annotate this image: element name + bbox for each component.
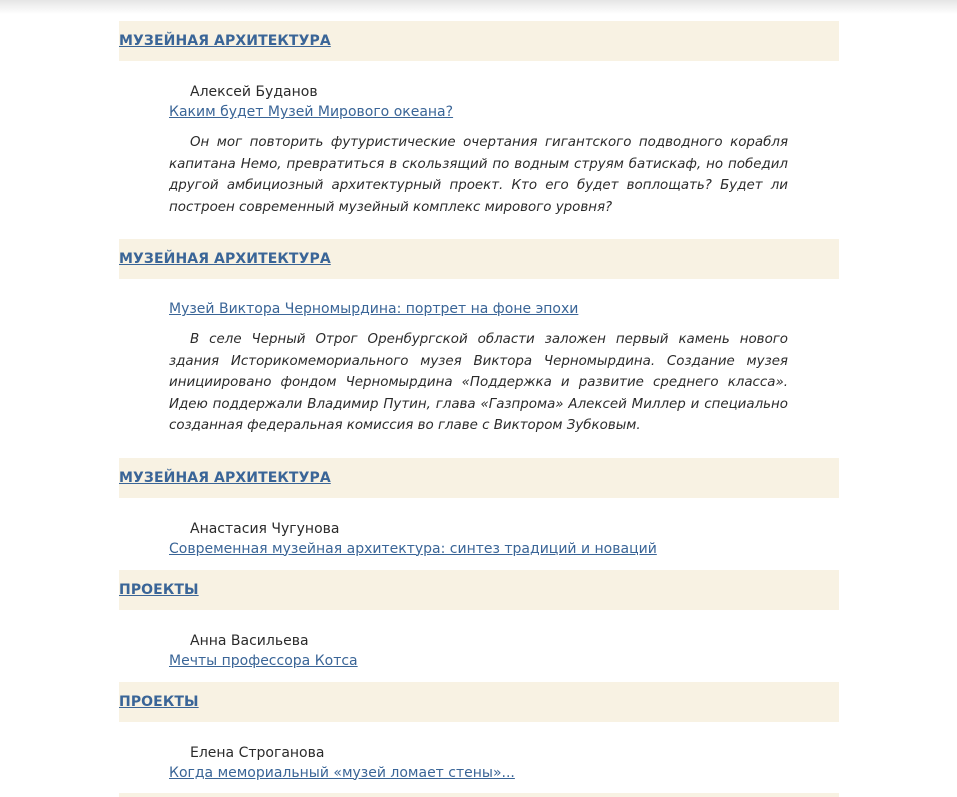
section-header-bar [119,458,839,498]
article-section [119,570,839,671]
article-item [119,82,839,218]
section-category-link[interactable]: МУЗЕЙНАЯ АРХИТЕКТУРА [119,469,331,486]
article-item [119,519,839,559]
article-section [119,21,839,218]
article-list [119,21,839,783]
section-header-bar [119,570,839,610]
section-category-link[interactable]: ПРОЕКТЫ [119,693,199,710]
article-title-link[interactable]: Каким будет Музей Мирового океана? [169,104,454,120]
article-item [119,743,839,783]
section-category-link[interactable]: ПРОЕКТЫ [119,581,199,598]
article-excerpt: Он мог повторить футуристические очертания гигантского подводного корабля капитана Немо, превратиться в скользящий по водным струям батискаф, но победил другой амбициозный архитектурный проект. Кто его будет воплощать? Будет ли построен современный музейный комплекс мирового уровня? [169,135,788,215]
article-section [119,682,839,783]
article-excerpt: В селе Черный Отрог Оренбургской области заложен первый камень нового здания Историкомемориального музея Виктора Черномырдина. Создание музея инициировано фондом Черномырдина «Поддержка и развитие среднего класса». Идею поддержали Владимир Путин, глава «Газпрома» Алексей Миллер и специально созданная федеральная комиссия во главе с Виктором Зубковым. [169,332,788,433]
article-author: Анастасия Чугунова [190,520,340,537]
next-section-header-strip [119,793,839,797]
article-author: Алексей Буданов [190,84,318,100]
article-author: Елена Строганова [190,744,325,761]
section-header-bar [119,239,839,279]
article-item [119,299,839,437]
section-category-link[interactable]: МУЗЕЙНАЯ АРХИТЕКТУРА [119,33,331,49]
article-title-link[interactable]: Современная музейная архитектура: синтез традиций и новаций [169,540,657,557]
article-title-link[interactable]: Когда мемориальный «музей ломает стены»... [169,764,515,781]
section-category-link[interactable]: МУЗЕЙНАЯ АРХИТЕКТУРА [119,251,331,267]
section-header-bar [119,682,839,722]
article-author: Анна Васильева [190,632,309,649]
article-title-link[interactable]: Музей Виктора Черномырдина: портрет на фоне эпохи [169,301,579,317]
article-section [119,458,839,559]
article-item [119,631,839,671]
article-section [119,239,839,437]
section-header-bar [119,21,839,61]
top-shadow [0,0,957,14]
article-title-link[interactable]: Мечты профессора Котса [169,652,358,669]
